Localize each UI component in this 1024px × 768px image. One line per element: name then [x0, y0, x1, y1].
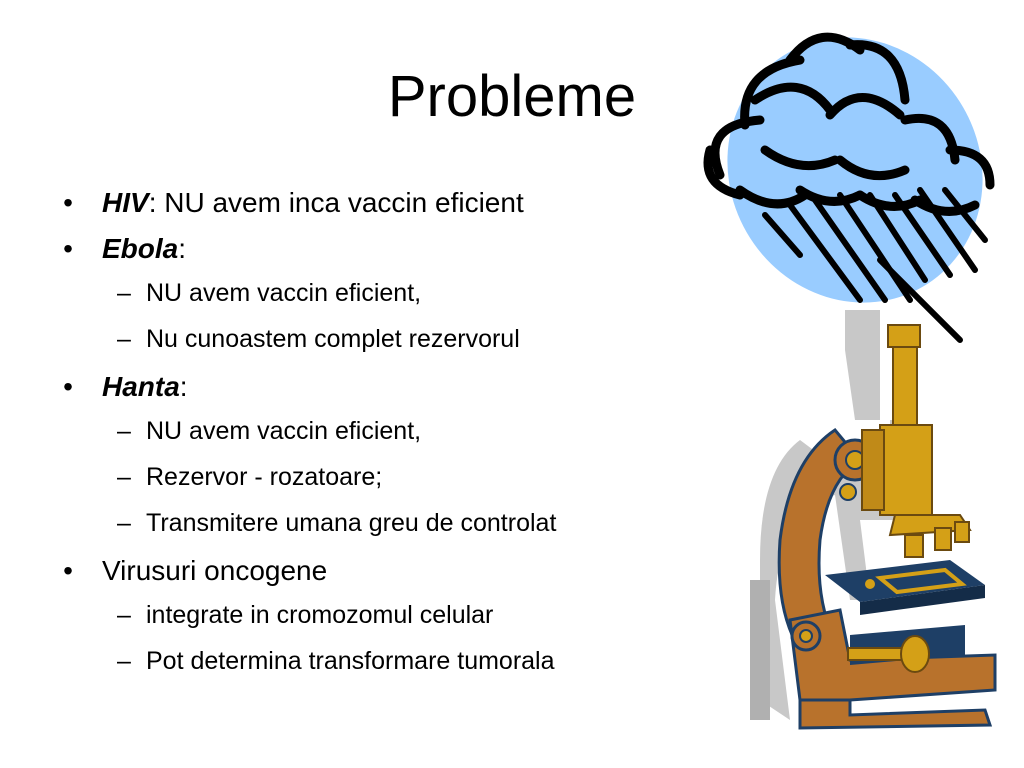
slide-title: Probleme — [387, 64, 637, 129]
bullet-term: HIV — [102, 187, 149, 218]
rain-cloud-icon — [690, 20, 1020, 349]
sub-bullet — [58, 278, 718, 309]
bullet-term: Hanta — [102, 371, 180, 402]
microscope-icon — [750, 310, 995, 728]
sub-bullet — [58, 462, 718, 493]
bullet-text: Virusuri oncogene — [102, 555, 328, 586]
sub-bullet-marker: – — [117, 417, 131, 445]
sub-bullet-text: Nu cunoastem complet rezervorul — [146, 325, 520, 353]
sub-bullet-marker: – — [117, 279, 131, 307]
bullet-ebola — [58, 232, 718, 266]
bullet-hiv — [58, 186, 718, 220]
sub-bullet-text: integrate in cromozomul celular — [146, 601, 494, 629]
sub-bullet-marker: – — [117, 647, 131, 675]
microscope-clipart — [690, 20, 1020, 740]
sub-bullet-text: NU avem vaccin eficient, — [146, 417, 422, 445]
sub-bullet-marker: – — [117, 601, 131, 629]
sub-bullet-text: Transmitere umana greu de controlat — [146, 509, 557, 537]
bullet-marker: • — [63, 555, 73, 586]
sub-bullet — [58, 416, 718, 447]
bullet-marker: • — [63, 187, 73, 218]
sub-bullet — [58, 324, 718, 355]
bullet-list — [58, 186, 718, 692]
bullet-text: : — [178, 233, 187, 264]
sub-bullet-text: NU avem vaccin eficient, — [146, 279, 422, 307]
sub-bullet — [58, 508, 718, 539]
bullet-marker: • — [63, 233, 73, 264]
sub-bullet — [58, 600, 718, 631]
bullet-marker: • — [63, 371, 73, 402]
bullet-hanta — [58, 370, 718, 404]
sub-bullet — [58, 646, 718, 677]
sub-bullet-marker: – — [117, 463, 131, 491]
sub-bullet-marker: – — [117, 509, 131, 537]
bullet-text: : NU avem inca vaccin eficient — [148, 187, 524, 218]
bullet-text: : — [179, 371, 188, 402]
bullet-oncogene — [58, 554, 718, 588]
sub-bullet-text: Pot determina transformare tumorala — [146, 647, 555, 675]
sub-bullet-text: Rezervor - rozatoare; — [146, 463, 383, 491]
sub-bullet-marker: – — [117, 325, 131, 353]
bullet-term: Ebola — [102, 233, 179, 264]
